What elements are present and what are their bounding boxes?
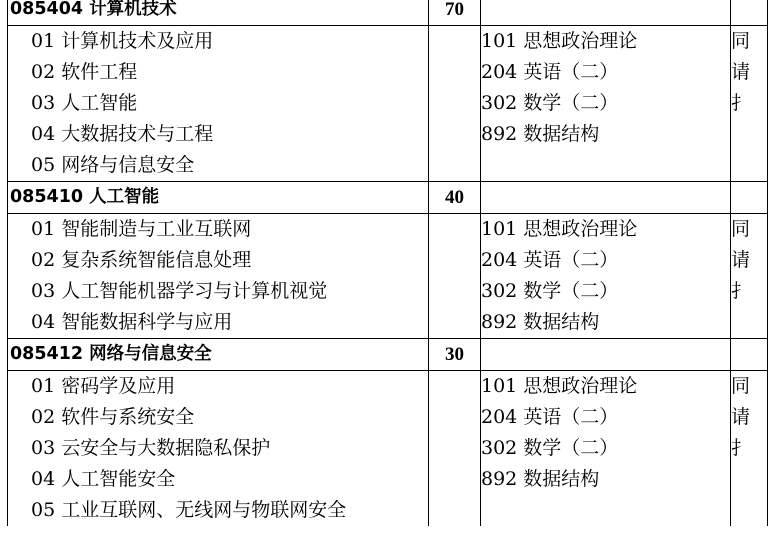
directions-cell bbox=[8, 26, 429, 182]
exam-subject: 101 思想政治理论 bbox=[481, 30, 638, 52]
major-detail-row bbox=[8, 371, 768, 527]
direction-item: 04 人工智能安全 bbox=[31, 468, 176, 490]
major-detail-row bbox=[8, 26, 768, 182]
directions-cell bbox=[8, 214, 429, 339]
exam-subjects-cell bbox=[481, 371, 731, 527]
remark-fragment: 扌 bbox=[731, 280, 751, 302]
direction-item: 01 计算机技术及应用 bbox=[31, 30, 214, 52]
direction-item: 02 软件工程 bbox=[31, 61, 138, 83]
direction-item: 02 复杂系统智能信息处理 bbox=[31, 249, 252, 271]
exam-subject: 892 数据结构 bbox=[481, 311, 600, 333]
exam-subjects-cell bbox=[481, 214, 731, 339]
enrollment-quota: 40 bbox=[445, 187, 464, 208]
empty-cell bbox=[481, 0, 731, 26]
enrollment-quota: 70 bbox=[445, 0, 464, 20]
exam-subject: 302 数学（二） bbox=[481, 280, 619, 302]
quota-cell bbox=[429, 0, 481, 26]
exam-subject: 302 数学（二） bbox=[481, 92, 619, 114]
major-title: 085412 网络与信息安全 bbox=[10, 344, 212, 364]
empty-cell bbox=[731, 0, 768, 26]
remarks-cell bbox=[731, 371, 768, 527]
major-header-cell bbox=[8, 0, 429, 26]
remark-fragment: 同 bbox=[731, 30, 751, 52]
direction-item: 01 智能制造与工业互联网 bbox=[31, 218, 252, 240]
quota-cell bbox=[429, 339, 481, 371]
remark-fragment: 请 bbox=[731, 249, 751, 271]
admission-table bbox=[7, 0, 768, 526]
enrollment-quota: 30 bbox=[445, 344, 464, 365]
quota-cell bbox=[429, 182, 481, 214]
remark-fragment: 同 bbox=[731, 375, 751, 397]
major-header-cell bbox=[8, 182, 429, 214]
remark-fragment: 扌 bbox=[731, 92, 751, 114]
exam-subject: 204 英语（二） bbox=[481, 406, 619, 428]
remark-fragment: 请 bbox=[731, 406, 751, 428]
empty-cell bbox=[731, 339, 768, 371]
exam-subjects-cell bbox=[481, 26, 731, 182]
empty-cell bbox=[481, 182, 731, 214]
remark-fragment: 扌 bbox=[731, 437, 751, 459]
remark-fragment: 请 bbox=[731, 61, 751, 83]
exam-subject: 101 思想政治理论 bbox=[481, 218, 638, 240]
direction-item: 03 人工智能机器学习与计算机视觉 bbox=[31, 280, 328, 302]
quota-blank-cell bbox=[429, 371, 481, 527]
quota-blank-cell bbox=[429, 26, 481, 182]
direction-item: 03 云安全与大数据隐私保护 bbox=[31, 437, 271, 459]
major-header-row bbox=[8, 0, 768, 26]
exam-subject: 302 数学（二） bbox=[481, 437, 619, 459]
exam-subject: 101 思想政治理论 bbox=[481, 375, 638, 397]
direction-item: 05 工业互联网、无线网与物联网安全 bbox=[31, 499, 347, 521]
exam-subject: 204 英语（二） bbox=[481, 249, 619, 271]
major-header-cell bbox=[8, 339, 429, 371]
direction-item: 03 人工智能 bbox=[31, 92, 138, 114]
directions-cell bbox=[8, 371, 429, 527]
empty-cell bbox=[731, 182, 768, 214]
major-detail-row bbox=[8, 214, 768, 339]
major-title: 085404 计算机技术 bbox=[10, 0, 177, 19]
major-title: 085410 人工智能 bbox=[10, 187, 160, 207]
remark-fragment: 同 bbox=[731, 218, 751, 240]
direction-item: 01 密码学及应用 bbox=[31, 375, 176, 397]
major-header-row bbox=[8, 182, 768, 214]
empty-cell bbox=[481, 339, 731, 371]
direction-item: 04 大数据技术与工程 bbox=[31, 123, 214, 145]
exam-subject: 204 英语（二） bbox=[481, 61, 619, 83]
direction-item: 04 智能数据科学与应用 bbox=[31, 311, 233, 333]
direction-item: 05 网络与信息安全 bbox=[31, 154, 195, 176]
exam-subject: 892 数据结构 bbox=[481, 468, 600, 490]
exam-subject: 892 数据结构 bbox=[481, 123, 600, 145]
remarks-cell bbox=[731, 214, 768, 339]
remarks-cell bbox=[731, 26, 768, 182]
major-header-row bbox=[8, 339, 768, 371]
quota-blank-cell bbox=[429, 214, 481, 339]
direction-item: 02 软件与系统安全 bbox=[31, 406, 195, 428]
